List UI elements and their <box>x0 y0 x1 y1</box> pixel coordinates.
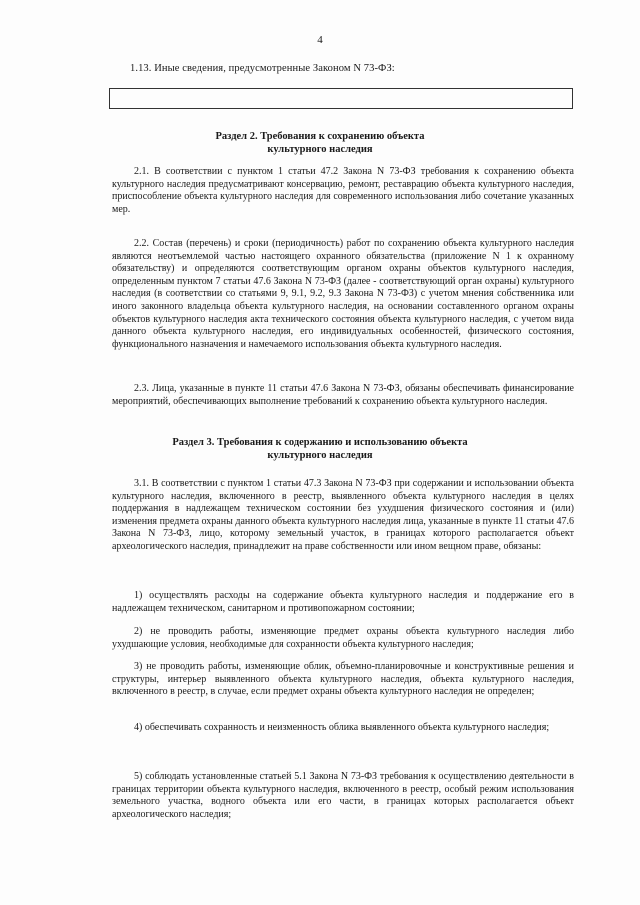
empty-answer-box <box>109 88 573 109</box>
paragraph-2-1: 2.1. В соответствии с пунктом 1 статьи 47.2 Закона N 73-ФЗ требования к сохранению объекта культурного наследия предусматривают консервацию, ремонт, реставрацию объекта культурного наследия, приспособление объекта культурного наследия для современного использования либо сочетание указанных мер. <box>112 166 574 215</box>
list-item: 5) соблюдать установленные статьей 5.1 Закона N 73-ФЗ требования к осуществлению деятельности в границах территории объекта культурного наследия, включенного в реестр, особый режим использования земельного участка, водного объекта или его части, в границах которых располагается объект археологического наследия; <box>112 771 574 820</box>
page-number: 4 <box>317 34 323 46</box>
section2-heading-line2: культурного наследия <box>267 144 373 155</box>
list-item: 1) осуществлять расходы на содержание объекта культурного наследия и поддержание его в надлежащем техническом, санитарном и противопожарном состоянии; <box>112 590 574 614</box>
list-item: 3) не проводить работы, изменяющие облик, объемно-планировочные и конструктивные решения и структуры, интерьер выявленного объекта культурного наследия, объекта культурного наследия, включенного в реестр, в случае, если предмет охраны объекта культурного наследия не определен; <box>112 661 574 698</box>
section2-heading <box>0 130 640 156</box>
paragraph-3-1: 3.1. В соответствии с пунктом 1 статьи 47.3 Закона N 73-ФЗ при содержании и использовании объекта культурного наследия, включенного в реестр, выявленного объекта культурного наследия в целях поддержания в надлежащем техническом состоянии без ухудшения физического состояния и (или) изменения предмета охраны данного объекта культурного наследия лица, указанные в пункте 11 статьи 47.6 Закона N 73-ФЗ, лицо, которому земельный участок, в границах которого располагается объект археологического наследия, принадлежит на праве собственности или ином вещном праве, обязаны: <box>112 478 574 552</box>
section3-heading <box>0 436 640 462</box>
section3-heading-line1: Раздел 3. Требования к содержанию и использованию объекта <box>172 437 468 448</box>
list-item: 4) обеспечивать сохранность и неизменность облика выявленного объекта культурного наследия; <box>134 722 550 733</box>
list-item: 2) не проводить работы, изменяющие предмет охраны объекта культурного наследия либо ухудшающие условия, необходимые для сохранности объекта культурного наследия; <box>112 626 574 650</box>
item-1-13: 1.13. Иные сведения, предусмотренные Законом N 73-ФЗ: <box>130 63 395 74</box>
section2-heading-line1: Раздел 2. Требования к сохранению объекта <box>215 131 425 142</box>
paragraph-2-3: 2.3. Лица, указанные в пункте 11 статьи 47.6 Закона N 73-ФЗ, обязаны обеспечивать финансирование мероприятий, обеспечивающих выполнение требований к сохранению объекта культурного наследия. <box>112 383 574 407</box>
paragraph-2-2: 2.2. Состав (перечень) и сроки (периодичность) работ по сохранению объекта культурного наследия являются неотъемлемой частью настоящего охранного обязательства (приложение N 1 к охранному обязательству) и определяются соответствующим органом охраны объектов культурного наследия, определенным пунктом 7 статьи 47.6 Закона N 73-ФЗ (далее - соответствующий орган охраны) культурного наследия (в соответствии со статьями 9, 9.1, 9.2, 9.3 Закона N 73-ФЗ) с учетом мнения собственника или иного законного владельца объекта культурного наследия, на основании составленного органом охраны объектов культурного наследия акта технического состояния объекта культурного наследия, с учетом вида данного объекта культурного наследия, его индивидуальных особенностей, физического состояния, функционального назначения и намечаемого использования объекта культурного наследия. <box>112 238 574 350</box>
section3-heading-line2: культурного наследия <box>267 450 373 461</box>
